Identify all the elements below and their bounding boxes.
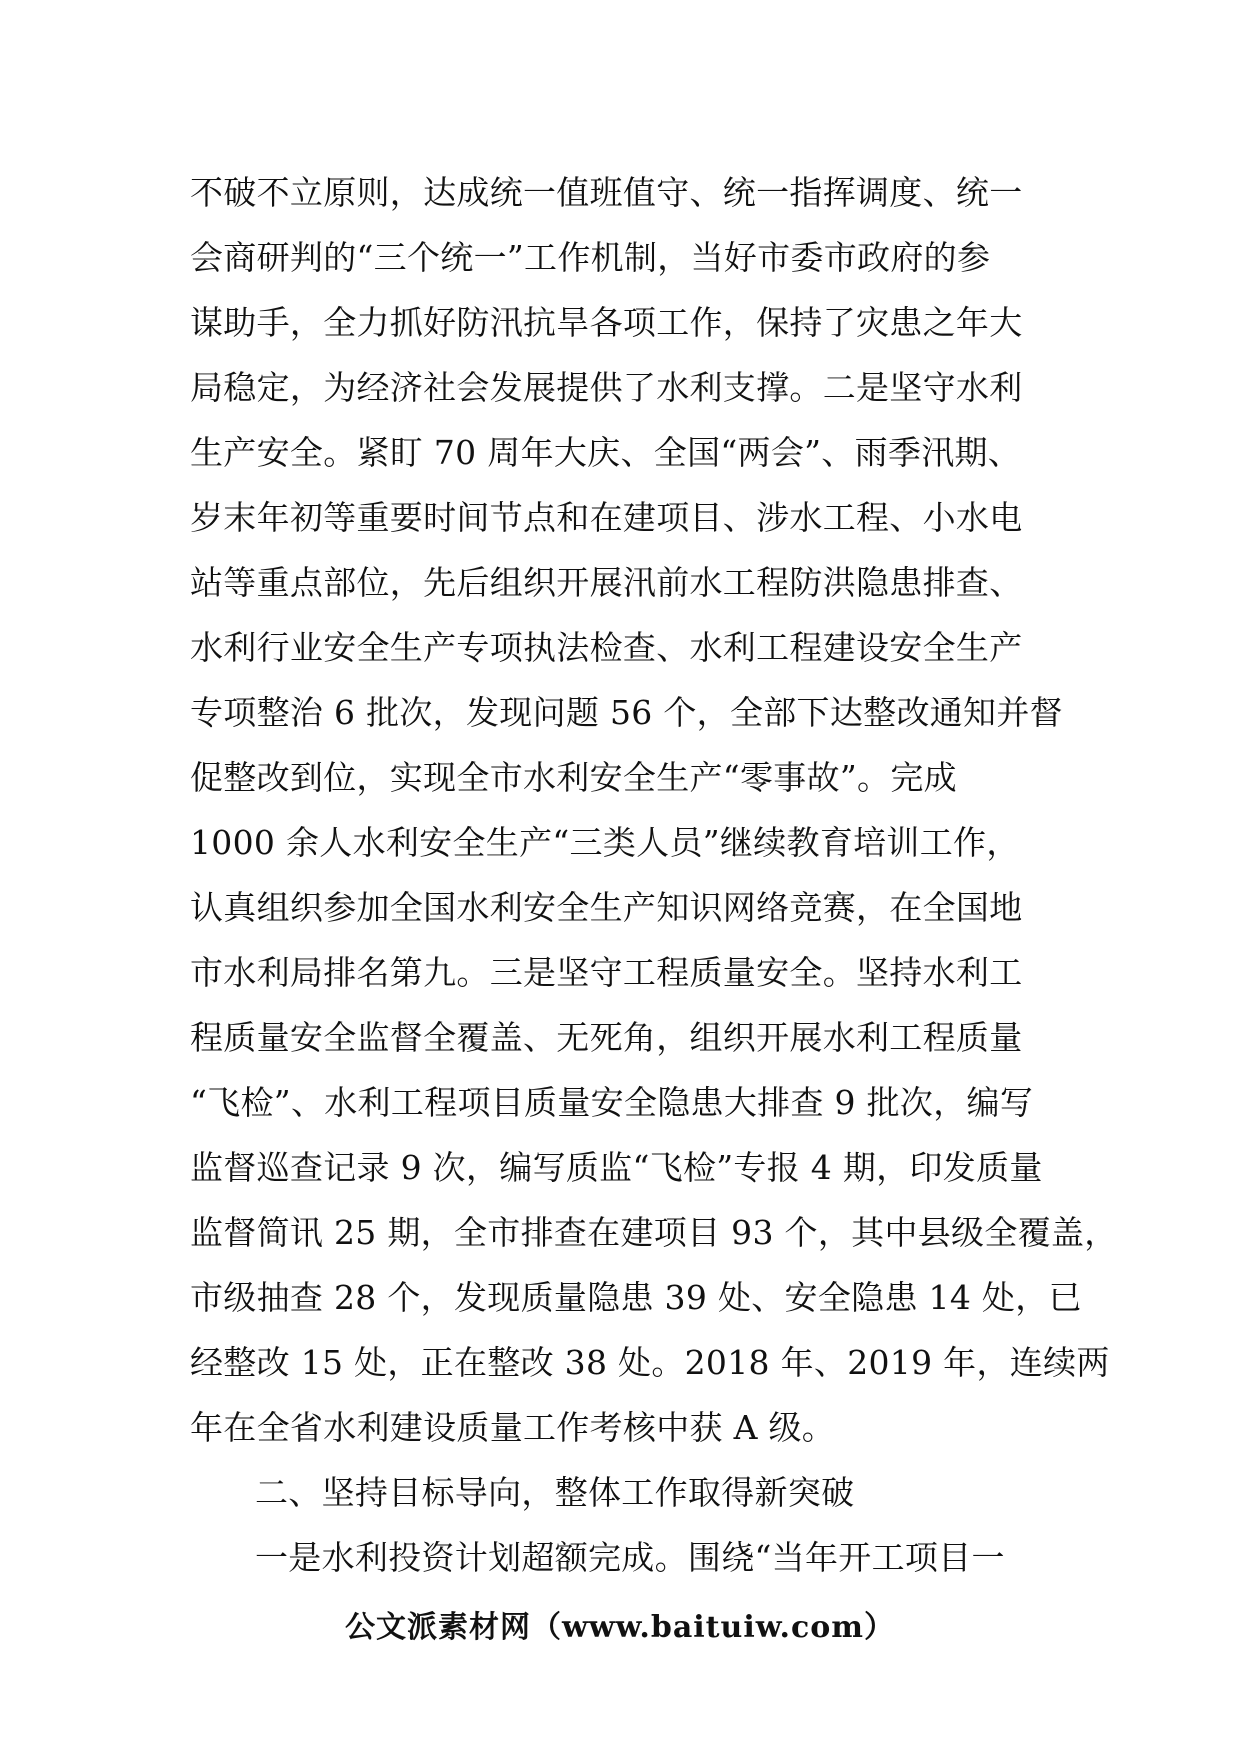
text-line: 会商研判的“三个统一”工作机制，当好市委市政府的参	[190, 238, 991, 277]
text-line: 市水利局排名第九。三是坚守工程质量安全。坚持水利工	[190, 953, 1023, 992]
text-line: 年在全省水利建设质量工作考核中获 A 级。	[190, 1408, 836, 1447]
body-text	[190, 160, 1118, 1590]
text-line: 专项整治 6 批次，发现问题 56 个，全部下达整改通知并督	[190, 693, 1063, 732]
text-line: 不破不立原则，达成统一值班值守、统一指挥调度、统一	[190, 173, 1023, 212]
text-line: 市级抽查 28 个，发现质量隐患 39 处、安全隐患 14 处，已	[190, 1278, 1082, 1317]
text-line: 认真组织参加全国水利安全生产知识网络竞赛，在全国地	[190, 888, 1023, 927]
text-line: 监督简讯 25 期，全市排查在建项目 93 个，其中县级全覆盖，	[190, 1213, 1118, 1252]
text-line: “飞检”、水利工程项目质量安全隐患大排查 9 批次，编写	[190, 1083, 1034, 1122]
text-line: 促整改到位，实现全市水利安全生产“零事故”。完成	[190, 758, 957, 797]
text-line: 站等重点部位，先后组织开展汛前水工程防洪隐患排查、	[190, 563, 1023, 602]
text-line: 水利行业安全生产专项执法检查、水利工程建设安全生产	[190, 628, 1023, 667]
text-line: 1000 余人水利安全生产“三类人员”继续教育培训工作，	[190, 823, 1020, 862]
text-line: 经整改 15 处，正在整改 38 处。2018 年、2019 年，连续两	[190, 1343, 1110, 1382]
text-line: 监督巡查记录 9 次，编写质监“飞检”专报 4 期，印发质量	[190, 1148, 1043, 1187]
footer-watermark: 公文派素材网（www.baituiw.com）	[344, 1610, 896, 1645]
text-line: 生产安全。紧盯 70 周年大庆、全国“两会”、雨季汛期、	[190, 433, 1022, 472]
text-line: 岁末年初等重要时间节点和在建项目、涉水工程、小水电	[190, 498, 1023, 537]
paragraph-start-line: 一是水利投资计划超额完成。围绕“当年开工项目一	[255, 1538, 1005, 1577]
text-line: 程质量安全监督全覆盖、无死角，组织开展水利工程质量	[190, 1018, 1023, 1057]
section-heading: 二、坚持目标导向，整体工作取得新突破	[255, 1473, 855, 1512]
text-line: 谋助手，全力抓好防汛抗旱各项工作，保持了灾患之年大	[190, 303, 1023, 342]
text-line: 局稳定，为经济社会发展提供了水利支撑。二是坚守水利	[190, 368, 1023, 407]
